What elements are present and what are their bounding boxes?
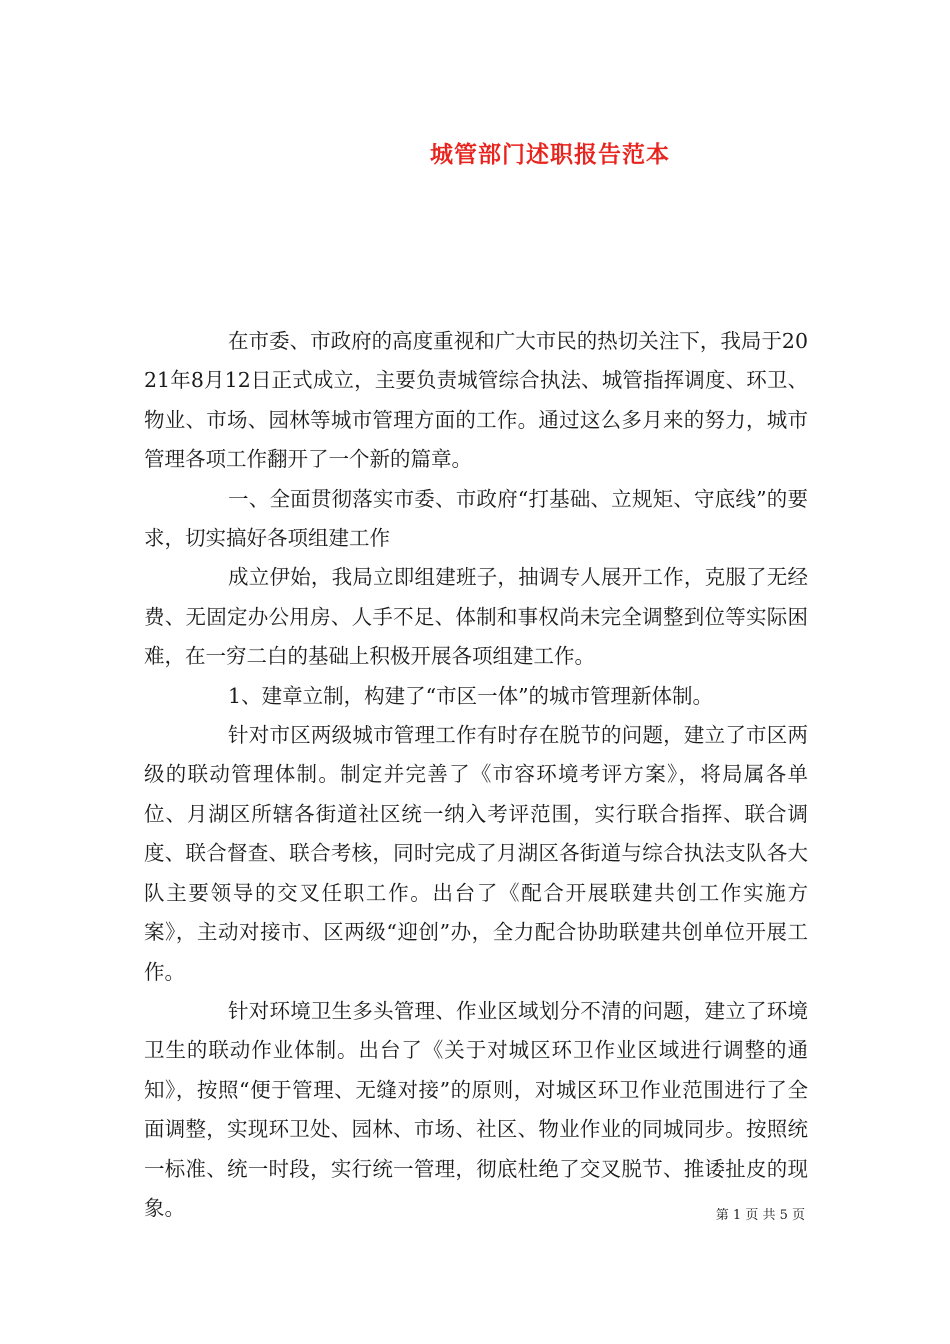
- paragraph-intro: 在市委、市政府的高度重视和广大市民的热切关注下，我局于2021年8月12日正式成立，主要负责城管综合执法、城管指挥调度、环卫、物业、市场、园林等城市管理方面的工作。通过这么多月来的努力，城市管理各项工作翻开了一个新的篇章。: [144, 329, 808, 472]
- paragraph-section-heading-1: 一、全面贯彻落实市委、市政府“打基础、立规矩、守底线”的要求，切实搞好各项组建工作: [144, 486, 808, 551]
- page-number-footer: 第 1 页 共 5 页: [715, 1208, 805, 1223]
- paragraph-organization: 成立伊始，我局立即组建班子，抽调专人展开工作，克服了无经费、无固定办公用房、人手不足、体制和事权尚未完全调整到位等实际困难，在一穷二白的基础上积极开展各项组建工作。: [144, 565, 808, 669]
- paragraph-linkage-system: 针对市区两级城市管理工作有时存在脱节的问题，建立了市区两级的联动管理体制。制定并完善了《市容环境考评方案》，将局属各单位、月湖区所辖各街道社区统一纳入考评范围，实行联合指挥、联合调度、联合督查、联合考核，同时完成了月湖区各街道与综合执法支队各大队主要领导的交叉任职工作。出台了《配合开展联建共创工作实施方案》，主动对接市、区两级“迎创”办，全力配合协助联建共创单位开展工作。: [144, 723, 808, 984]
- document-title: 城管部门述职报告范本: [430, 141, 670, 168]
- paragraph-sanitation-system: 针对环境卫生多头管理、作业区域划分不清的问题，建立了环境卫生的联动作业体制。出台了《关于对城区环卫作业区域进行调整的通知》，按照“便于管理、无缝对接”的原则，对城区环卫作业范围进行了全面调整，实现环卫处、园林、市场、社区、物业作业的同城同步。按照统一标准、统一时段，实行统一管理，彻底杜绝了交叉脱节、推诿扯皮的现象。: [144, 998, 808, 1220]
- paragraph-subheading-1: 1、建章立制，构建了“市区一体”的城市管理新体制。: [228, 683, 714, 708]
- document-body: [144, 322, 808, 1228]
